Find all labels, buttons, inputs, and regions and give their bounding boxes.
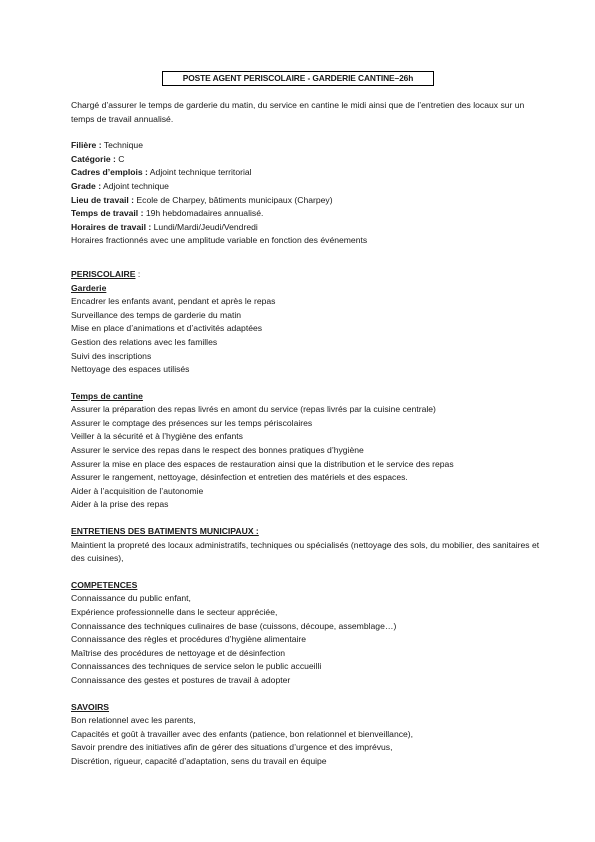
list-item: Gestion des relations avec les familles [71,336,218,347]
list-item: Bon relationnel avec les parents, [71,715,196,726]
competences-section [71,579,541,688]
list-item: Connaissance du public enfant, [71,593,191,604]
entretiens-heading: ENTRETIENS DES BATIMENTS MUNICIPAUX : [71,526,259,537]
info-label: Cadres d’emplois : [71,167,148,178]
periscolaire-heading-suffix: : [135,268,141,279]
intro-paragraph: Chargé d’assurer le temps de garderie du matin, du service en cantine le midi ainsi que de l’entretien des locaux sur un temps de travail annualisé. [71,100,525,124]
info-line [71,153,541,167]
list-item: Suivi des inscriptions [71,350,152,361]
job-info [71,139,541,248]
info-value: Lundi/Mardi/Jeudi/Vendredi [151,221,258,232]
info-value: Adjoint technique territorial [147,167,252,178]
cantine-subsection [71,390,541,512]
info-label: Lieu de travail : [71,194,135,205]
list-item: Assurer le rangement, nettoyage, désinfection et entretien des matériels et des espaces. [71,472,408,483]
list-item: Assurer le service des repas dans le respect des bonnes pratiques d’hygiène [71,445,364,456]
info-line [71,194,541,208]
info-line [71,207,541,221]
periscolaire-heading: PERISCOLAIRE [71,268,136,279]
info-label: Horaires de travail : [71,221,152,232]
periscolaire-section [71,268,541,512]
list-item: Veiller à la sécurité et à l’hygiène des enfants [71,431,243,442]
info-line [71,180,541,194]
entretiens-text: Maintient la propreté des locaux administratifs, techniques ou spécialisés (nettoyage des sols, du mobilier, des sanitaires et des cuisines), [71,539,540,564]
entretiens-section [71,525,541,566]
list-item: Encadrer les enfants avant, pendant et après le repas [71,296,276,307]
info-extra: Horaires fractionnés avec une amplitude variable en fonction des événements [71,235,368,246]
list-item: Assurer la préparation des repas livrés en amont du service (repas livrés par la cuisine centrale) [71,404,436,415]
list-item: Discrétion, rigueur, capacité d’adaptation, sens du travail en équipe [71,755,327,766]
list-item: Connaissances des techniques de service selon le public accueilli [71,661,322,672]
competences-heading: COMPETENCES [71,579,138,590]
list-item: Mise en place d’animations et d’activités adaptées [71,323,263,334]
list-item: Savoir prendre des initiatives afin de gérer des situations d’urgence et des imprévus, [71,742,393,753]
garderie-subsection [71,282,541,377]
list-item: Connaissance des techniques culinaires de base (cuissons, découpe, assemblage…) [71,620,397,631]
list-item: Capacités et goût à travailler avec des enfants (patience, bon relationnel et bienveillance), [71,728,414,739]
garderie-heading: Garderie [71,282,107,293]
info-line [71,139,541,153]
info-value: Adjoint technique [101,180,169,191]
list-item: Maîtrise des procédures de nettoyage et de désinfection [71,647,286,658]
info-value: C [115,153,125,164]
list-item: Connaissance des gestes et postures de travail à adopter [71,674,291,685]
cantine-heading: Temps de cantine [71,390,143,401]
periscolaire-heading-line [71,268,541,282]
list-item: Connaissance des règles et procédures d’hygiène alimentaire [71,634,307,645]
info-line [71,221,541,235]
list-item: Assurer la mise en place des espaces de restauration ainsi que la distribution et le service des repas [71,458,454,469]
info-label: Catégorie : [71,153,116,164]
info-label: Grade : [71,180,102,191]
list-item: Nettoyage des espaces utilisés [71,364,190,375]
savoirs-section [71,701,541,769]
info-value: Technique [101,140,143,151]
list-item: Assurer le comptage des présences sur les temps périscolaires [71,417,313,428]
info-value: Ecole de Charpey, bâtiments municipaux (Charpey) [134,194,333,205]
document-body [71,99,541,769]
info-label: Temps de travail : [71,208,144,219]
info-label: Filière : [71,140,102,151]
info-value: 19h hebdomadaires annualisé. [143,208,264,219]
list-item: Aider à l’acquisition de l’autonomie [71,485,204,496]
list-item: Expérience professionnelle dans le secteur appréciée, [71,607,278,617]
savoirs-heading: SAVOIRS [71,701,110,712]
document-title: POSTE AGENT PERISCOLAIRE - GARDERIE CANTINE–26h [162,71,434,86]
list-item: Aider à la prise des repas [71,499,169,510]
list-item: Surveillance des temps de garderie du matin [71,309,242,320]
info-line [71,166,541,180]
